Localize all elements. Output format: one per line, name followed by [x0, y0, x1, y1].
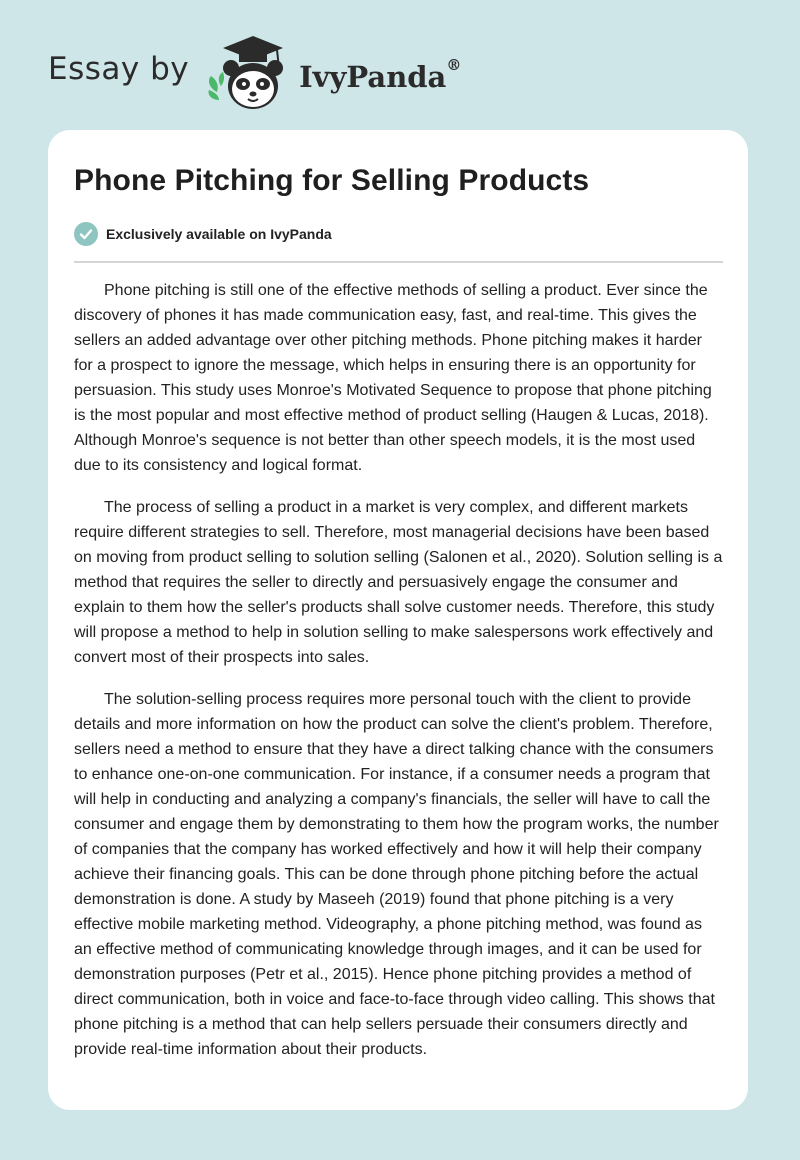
essay-body [74, 278, 724, 1079]
paragraph: The solution-selling process requires more personal touch with the client to provide details and more information on how the product can solve the client's problem. Therefore, sellers need a method to ensure that they have a direct talking chance with the consumers to enhance one-on-one communication. For instance, if a consumer needs a program that will help in conducting and analyzing a company's financials, the seller will have to call the consumer and engage them by demonstrating to them how the program works, the number of companies that the company has worked effectively and how it will help their company achieve their financing goals. This can be done through phone pitching before the actual demonstration is done. A study by Maseeh (2019) found that phone pitching is a very effective mobile marketing method. Videography, a phone pitching method, was found as an effective method of communicating knowledge through images, and it can be used for demonstration purposes (Petr et al., 2015). Hence phone pitching provides a method of direct communication, both in voice and face-to-face through video calling. This shows that phone pitching is a method that can help sellers persuade their consumers directly and provide real-time information about their products. [74, 691, 719, 1058]
panda-graduate-logo-icon[interactable] [203, 34, 293, 114]
essay-card [48, 130, 748, 1110]
essay-by-label: Essay by [48, 51, 190, 87]
exclusive-badge-label: Exclusively available on IvyPanda [106, 226, 332, 242]
page-title: Phone Pitching for Selling Products [74, 164, 590, 197]
divider [74, 261, 723, 263]
registered-mark: ® [446, 56, 462, 74]
paragraph: The process of selling a product in a market is very complex, and different markets require different strategies to sell. Therefore, most managerial decisions have been based on moving from product selling to solution selling (Salonen et al., 2020). Solution selling is a method that requires the seller to directly and persuasively engage the consumer and explain to them how the seller's products shall solve customer needs. Therefore, this study will propose a method to help in solution selling to make salespersons work effectively and convert most of their prospects into sales. [74, 499, 723, 666]
check-circle-icon [74, 222, 98, 246]
exclusive-badge [74, 222, 332, 246]
brand-name: IvyPanda® [299, 56, 462, 94]
site-header [48, 34, 461, 114]
paragraph: Phone pitching is still one of the effective methods of selling a product. Ever since the discovery of phones it has made communication easy, fast, and real-time. This gives the sellers an added advantage over other pitching methods. Phone pitching makes it harder for a prospect to ignore the message, which helps in ensuring there is an opportunity for persuasion. This study uses Monroe's Motivated Sequence to propose that phone pitching is the most popular and most effective method of product selling (Haugen & Lucas, 2018). Although Monroe's sequence is not better than other speech models, it is the most used due to its consistency and logical format. [74, 282, 712, 474]
